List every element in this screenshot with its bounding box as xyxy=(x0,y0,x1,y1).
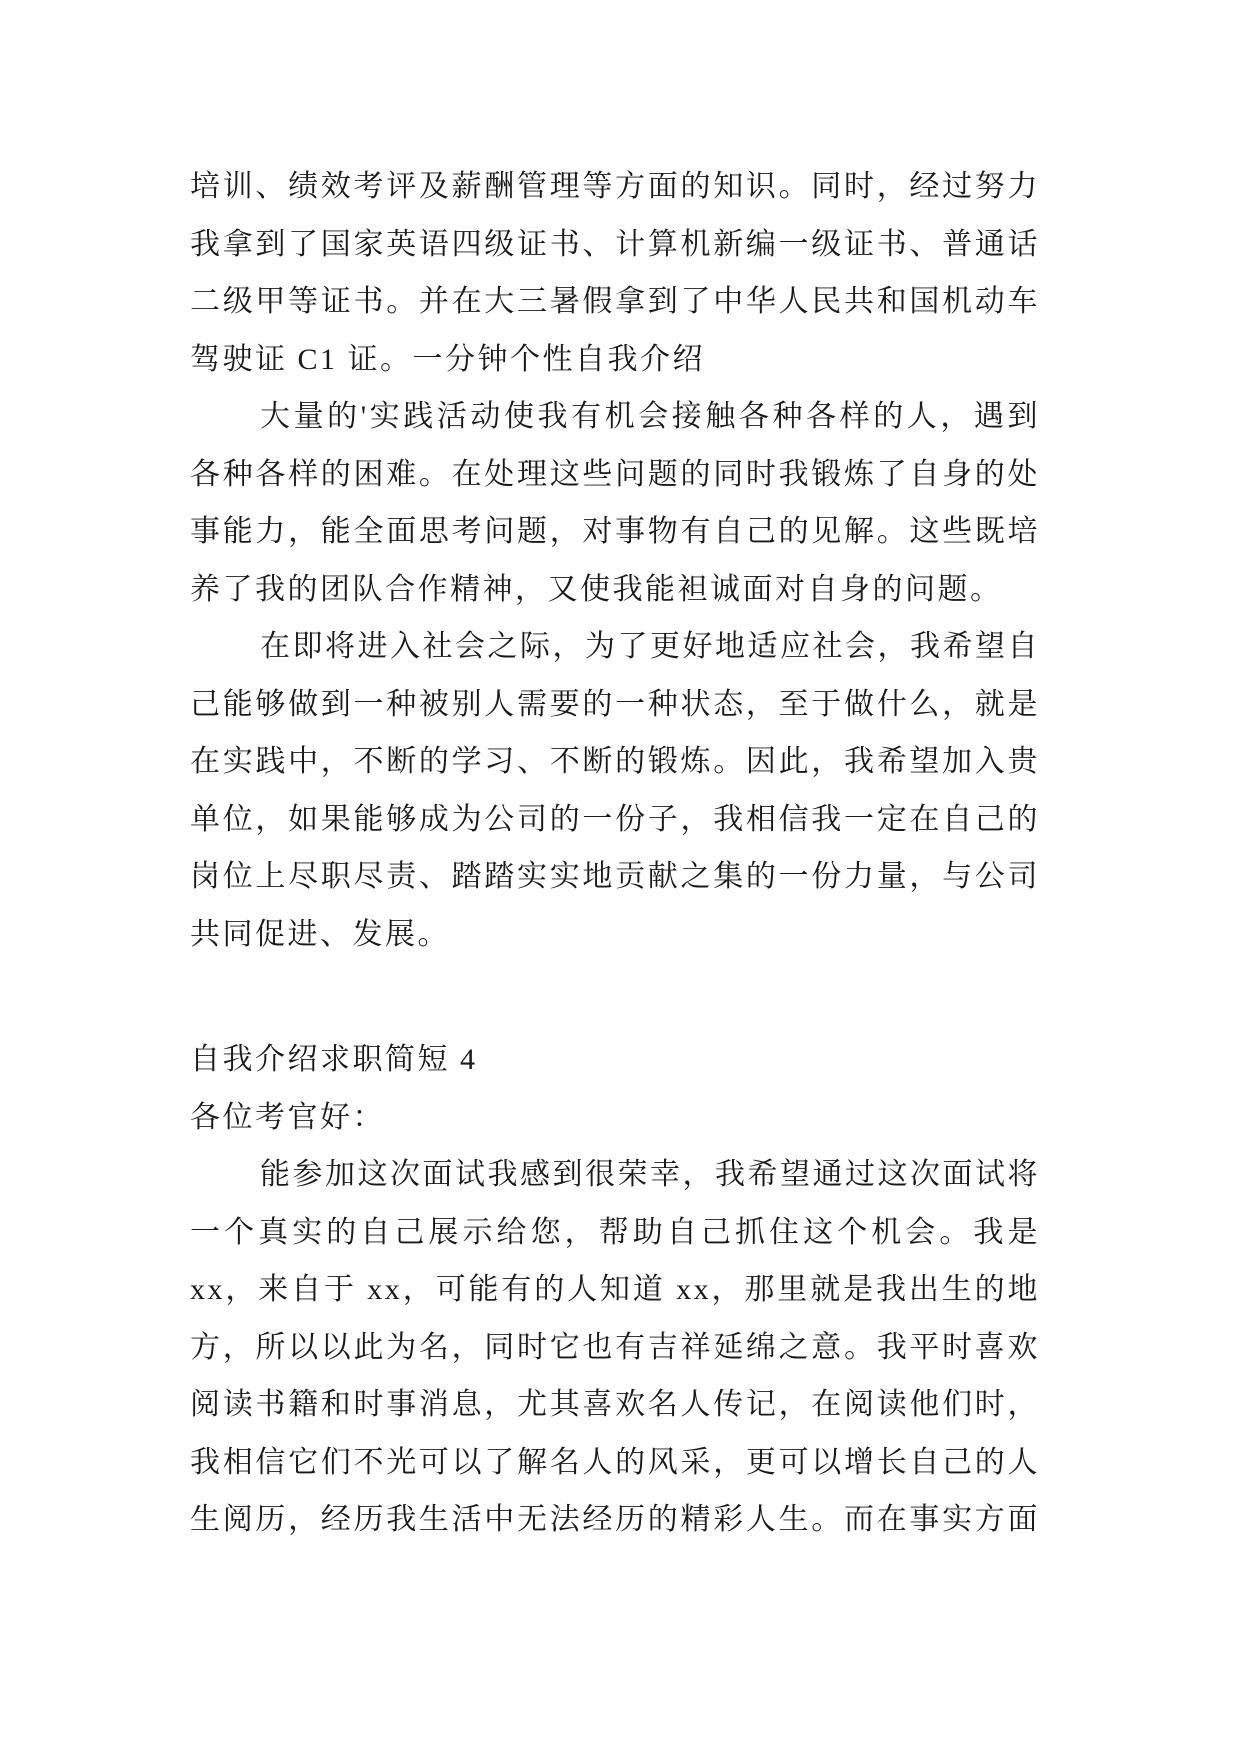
text-line: 在即将进入社会之际，为了更好地适应社会，我希望自 xyxy=(260,630,1040,663)
text-line: xx，来自于 xx，可能有的人知道 xx，那里就是我出生的地 xyxy=(190,1273,1040,1306)
section-heading: 自我介绍求职简短 4 xyxy=(190,1043,478,1076)
salutation-line: 各位考官好： xyxy=(190,1100,385,1134)
text-line: 方，所以以此为名，同时它也有吉祥延绵之意。我平时喜欢 xyxy=(190,1330,1040,1364)
text-line: 我相信它们不光可以了解名人的风采，更可以增长自己的人 xyxy=(190,1445,1040,1479)
text-line: 事能力，能全面思考问题，对事物有自己的见解。这些既培 xyxy=(190,515,1040,548)
text-line: 大量的'实践活动使我有机会接触各种各样的人，遇到 xyxy=(260,400,1040,433)
text-line: 单位，如果能够成为公司的一份子，我相信我一定在自己的 xyxy=(190,802,1040,836)
text-line: 一个真实的自己展示给您，帮助自己抓住这个机会。我是 xyxy=(190,1215,1040,1249)
text-line: 岗位上尽职尽责、踏踏实实地贡献之集的一份力量，与公司 xyxy=(190,860,1040,893)
text-line: 共同促进、发展。 xyxy=(190,917,450,951)
text-line: 生阅历，经历我生活中无法经历的精彩人生。而在事实方面 xyxy=(190,1503,1040,1536)
text-line: 驾驶证 C1 证。一分钟个性自我介绍 xyxy=(190,342,706,376)
text-line: 培训、绩效考评及薪酬管理等方面的知识。同时，经过努力 xyxy=(190,170,1040,203)
text-line: 己能够做到一种被别人需要的一种状态，至于做什么，就是 xyxy=(190,687,1040,721)
text-line: 阅读书籍和时事消息，尤其喜欢名人传记，在阅读他们时， xyxy=(190,1388,1040,1421)
text-line: 二级甲等证书。并在大三暑假拿到了中华人民共和国机动车 xyxy=(190,285,1040,318)
document-text-block xyxy=(190,158,1040,1549)
text-line: 能参加这次面试我感到很荣幸，我希望通过这次面试将 xyxy=(260,1158,1040,1191)
text-line: 养了我的团队合作精神，又使我能袒诚面对自身的问题。 xyxy=(190,572,1003,606)
text-line: 在实践中，不断的学习、不断的锻炼。因此，我希望加入贵 xyxy=(190,745,1040,778)
text-line: 各种各样的困难。在处理这些问题的同时我锻炼了自身的处 xyxy=(190,457,1040,491)
text-line: 我拿到了国家英语四级证书、计算机新编一级证书、普通话 xyxy=(190,227,1040,261)
